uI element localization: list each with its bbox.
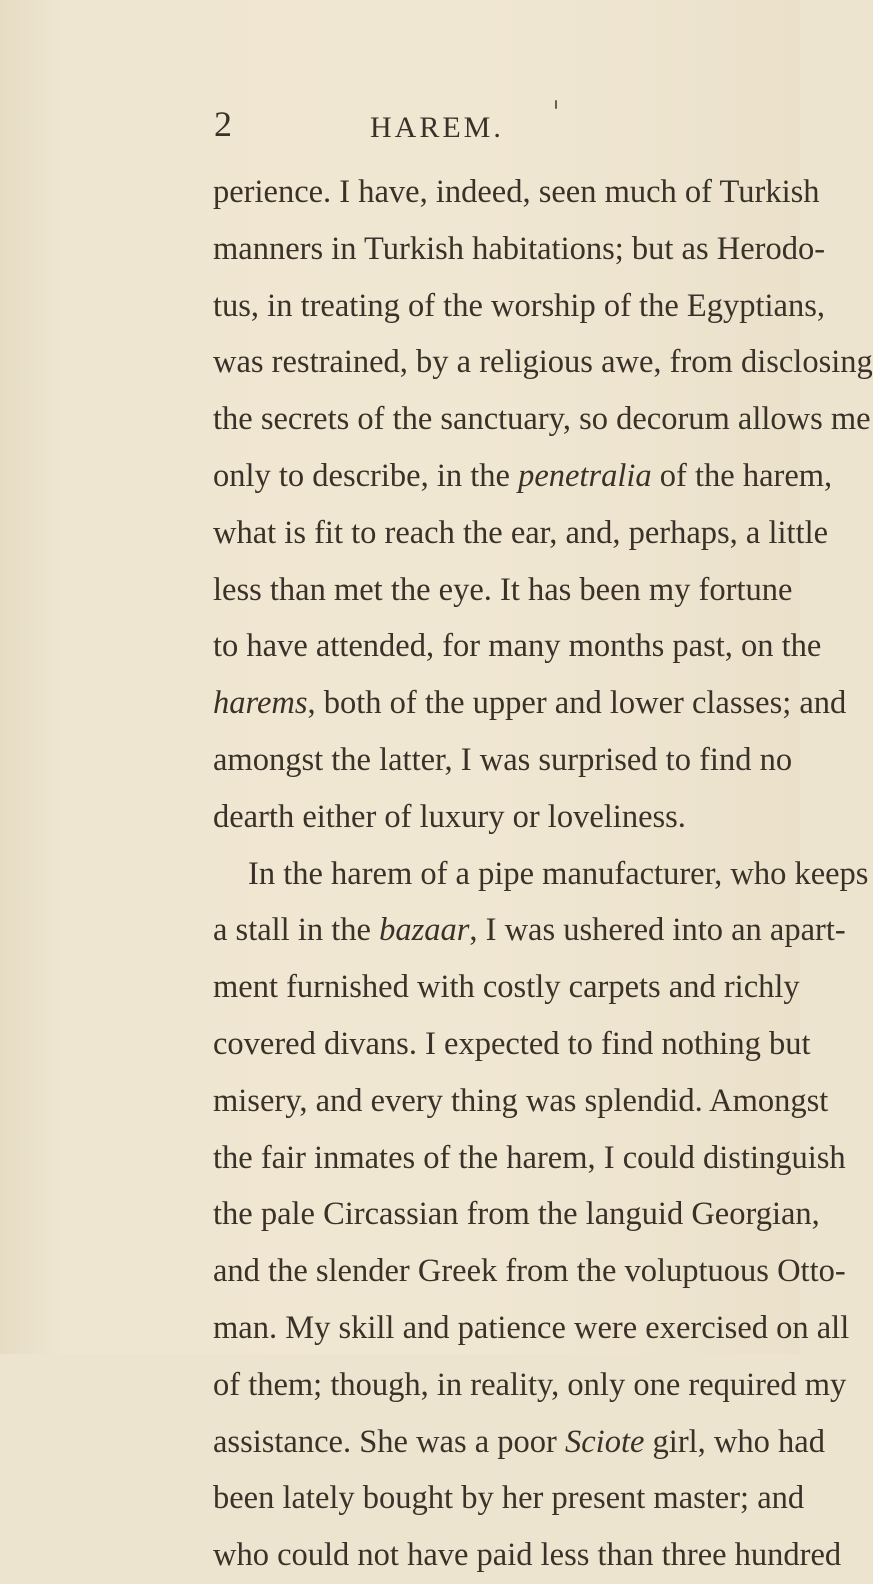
text-line-25: who could not have paid less than three hundred	[213, 1537, 842, 1574]
text-line-23: assistance. She was a poor Sciote girl, who had	[213, 1423, 825, 1460]
text-line-8: less than met the eye. It has been my fortune	[213, 571, 793, 608]
ink-spot	[555, 100, 557, 109]
italic-term: bazaar	[379, 912, 470, 949]
text-line-17: misery, and every thing was splendid. Amongst	[213, 1082, 829, 1119]
text-line-14: a stall in the bazaar, I was ushered into an apart-	[213, 912, 846, 949]
text-line-10: harems, both of the upper and lower classes; and	[213, 685, 847, 722]
text-line-3: tus, in treating of the worship of the Egyptians,	[213, 287, 825, 324]
text-line-15: ment furnished with costly carpets and richly	[213, 969, 800, 1006]
running-head: HAREM.	[370, 111, 504, 144]
text-line-5: the secrets of the sanctuary, so decorum allows me	[213, 401, 871, 438]
text-line-12: dearth either of luxury or loveliness.	[213, 798, 686, 835]
text-line-7: what is fit to reach the ear, and, perhaps, a little	[213, 514, 829, 551]
text-line-13: In the harem of a pipe manufacturer, who keeps	[248, 855, 869, 892]
page-number: 2	[214, 104, 232, 144]
text-line-9: to have attended, for many months past, on the	[213, 628, 822, 665]
italic-term: penetralia	[518, 457, 652, 494]
body-text	[213, 164, 873, 1584]
text-line-4: was restrained, by a religious awe, from disclosing	[213, 344, 873, 381]
text-line-18: the fair inmates of the harem, I could distinguish	[213, 1139, 846, 1176]
text-line-16: covered divans. I expected to find nothing but	[213, 1025, 811, 1062]
text-line-6: only to describe, in the penetralia of the harem,	[213, 457, 833, 494]
text-line-21: man. My skill and patience were exercised on all	[213, 1309, 850, 1346]
italic-term: harems	[213, 685, 308, 722]
text-line-19: the pale Circassian from the languid Georgian,	[213, 1196, 820, 1233]
text-line-20: and the slender Greek from the voluptuous Otto-	[213, 1253, 846, 1290]
italic-term: Sciote	[565, 1423, 645, 1460]
text-line-11: amongst the latter, I was surprised to find no	[213, 741, 793, 778]
text-line-1: perience. I have, indeed, seen much of Turkish	[213, 174, 820, 210]
text-line-2: manners in Turkish habitations; but as Herodo-	[213, 230, 826, 267]
text-line-22: of them; though, in reality, only one required my	[213, 1366, 847, 1403]
text-line-24: been lately bought by her present master; and	[213, 1480, 805, 1517]
